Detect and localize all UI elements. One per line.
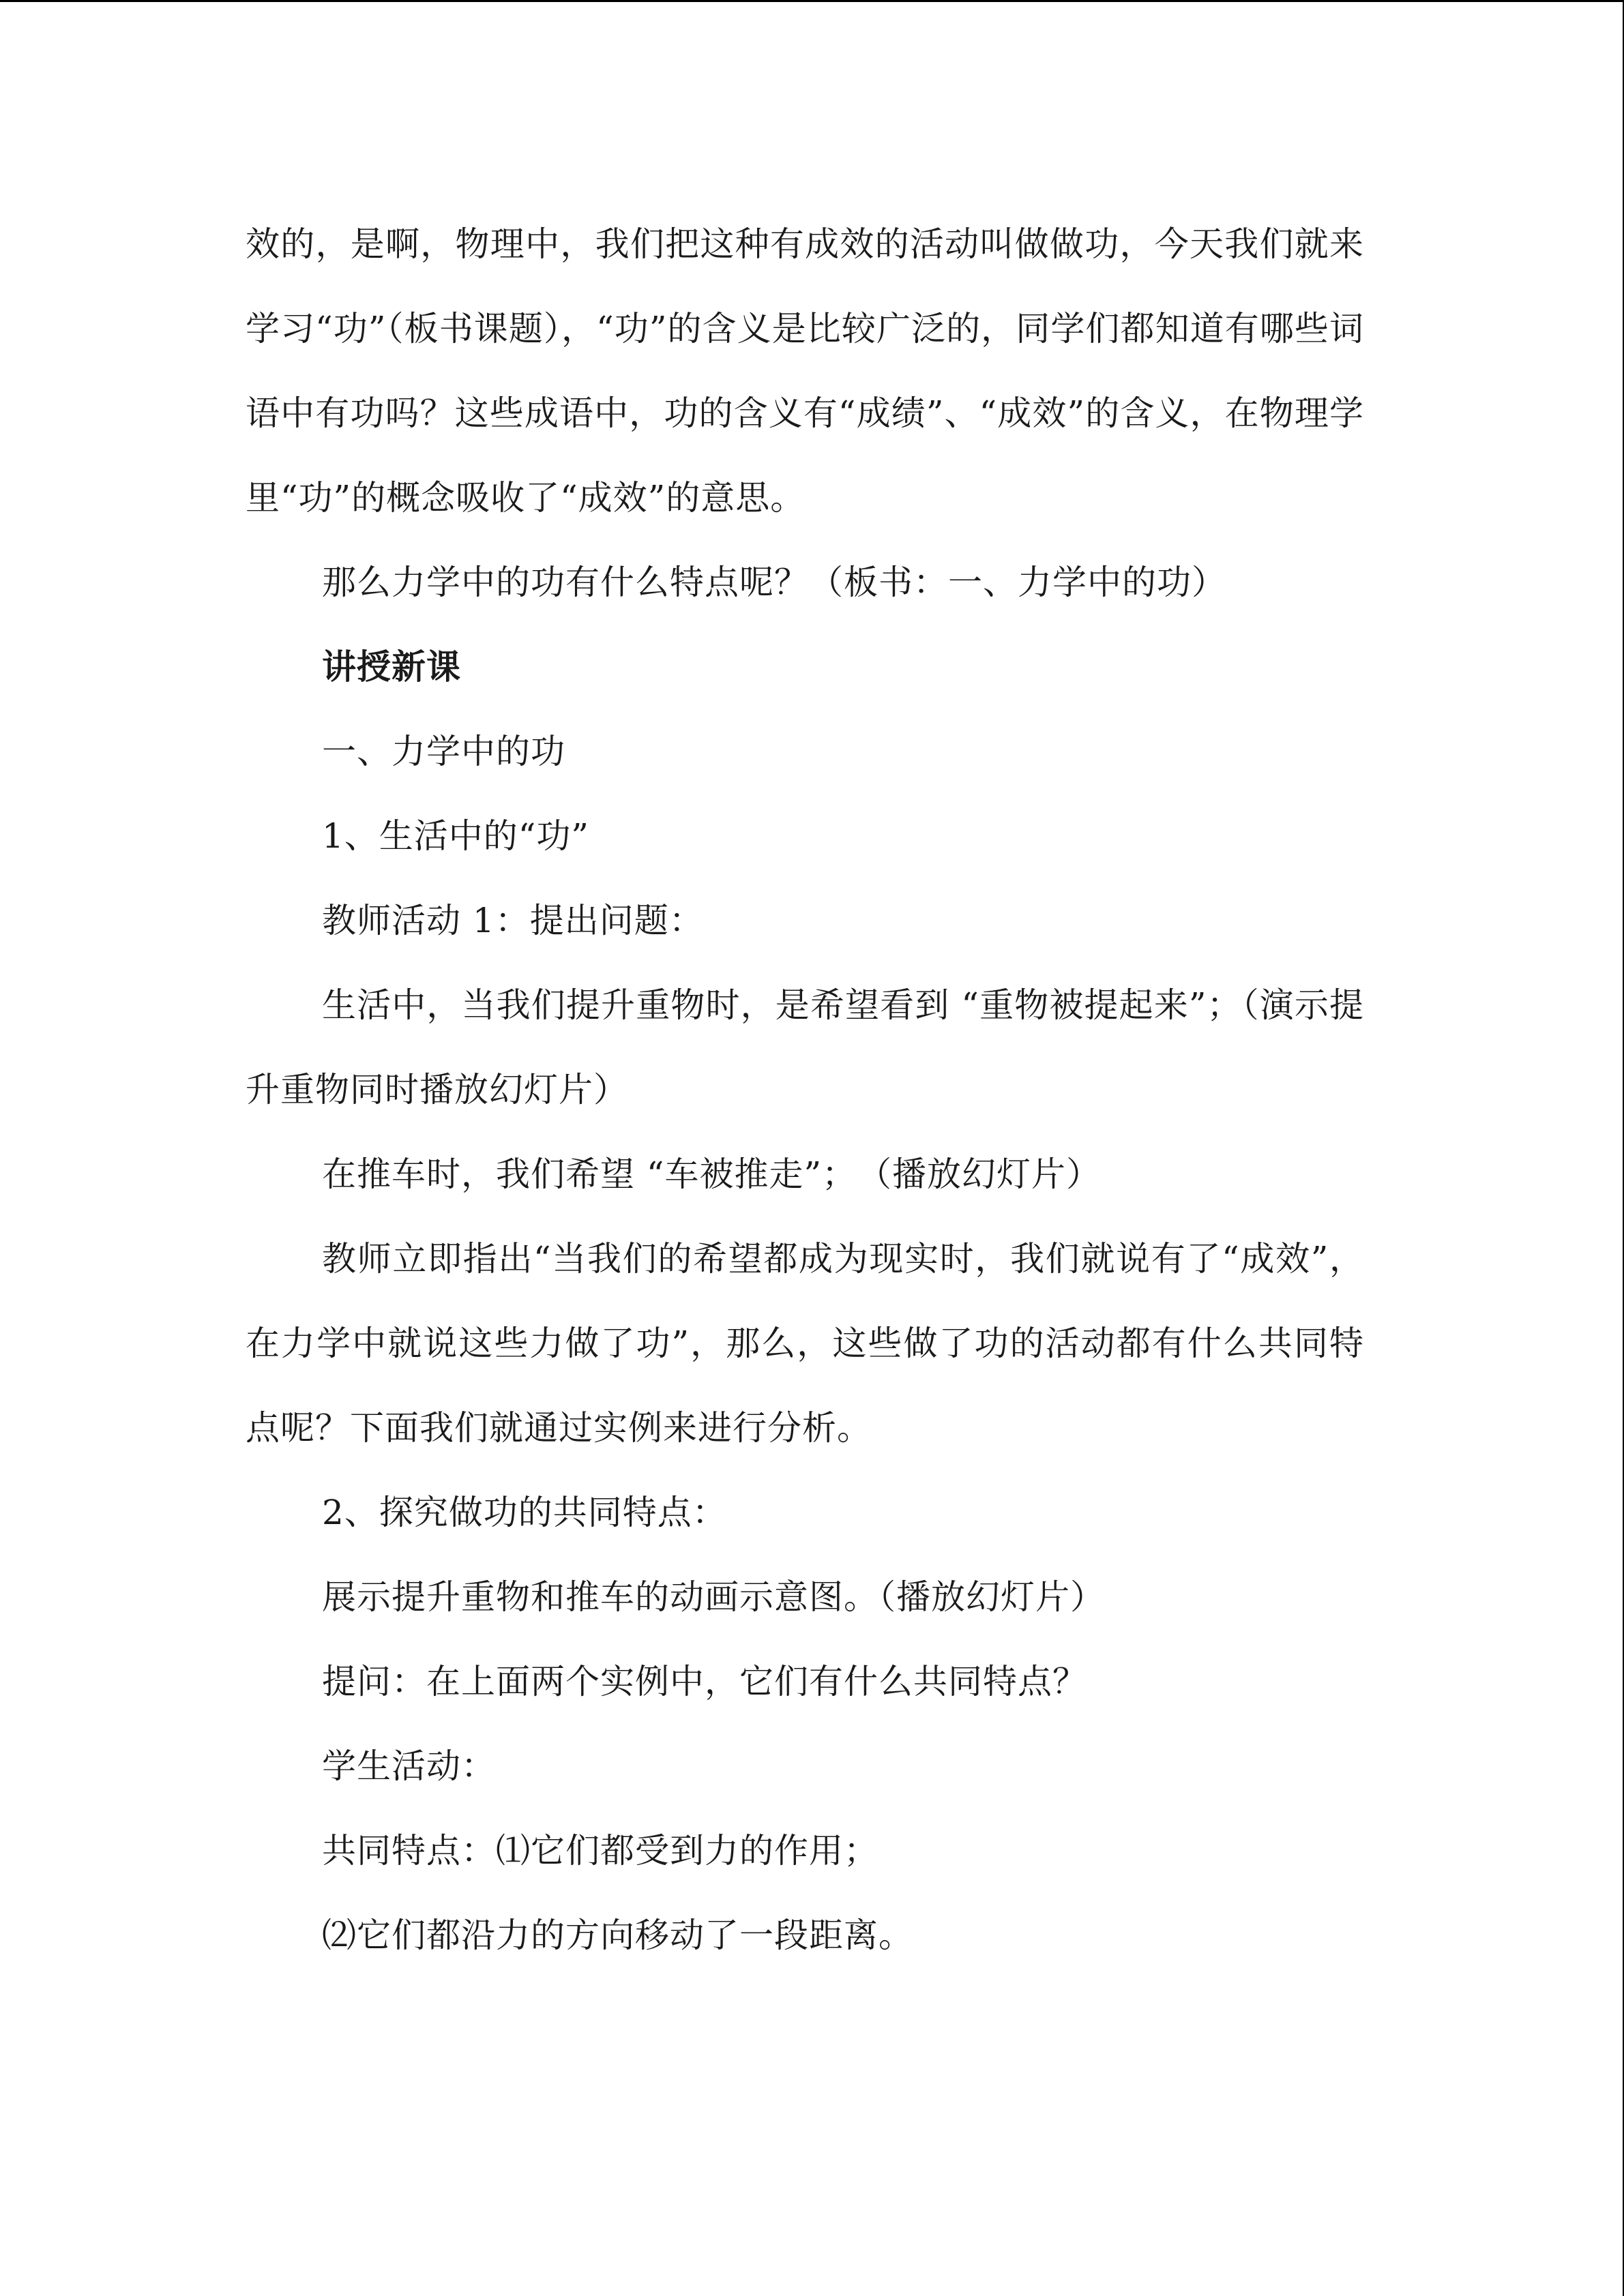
- top-border-line: [0, 0, 1624, 2]
- paragraph-teacher-activity-1: 教师活动 1：提出问题：: [322, 901, 704, 940]
- paragraph-common-feature-1: 共同特点：⑴它们都受到力的作用；: [322, 1831, 879, 1870]
- paragraph-lifting-example: 生活中，当我们提升重物时，是希望看到 “重物被提起来”；（演示提升重物同时播放幻灯片）: [246, 985, 1364, 1109]
- subheading-explore-common-features: 2、探究做功的共同特点：: [322, 1493, 727, 1532]
- paragraph-question-common-features: 提问：在上面两个实例中，它们有什么共同特点？: [322, 1662, 1087, 1701]
- paragraph-intro-continued: 效的，是啊，物理中，我们把这种有成效的活动叫做做功，今天我们就来学习“功”（板书课题），“功”的含义是比较广泛的，同学们都知道有哪些词语中有功吗？这些成语中，功的含义有“成绩”、“成效”的含义，在物理学里“功”的概念吸收了“成效”的意思。: [246, 224, 1364, 518]
- paragraph-question-mechanics-work: 那么力学中的功有什么特点呢？（板书：一、力学中的功）: [322, 563, 1226, 602]
- subheading-mechanics-work: 一、力学中的功: [322, 732, 565, 771]
- section-heading-new-lesson: 讲授新课: [322, 647, 461, 687]
- paragraph-student-activity: 学生活动：: [322, 1746, 496, 1786]
- paragraph-show-animation: 展示提升重物和推车的动画示意图。（播放幻灯片）: [322, 1577, 1105, 1617]
- paragraph-common-feature-2: ⑵它们都沿力的方向移动了一段距离。: [322, 1915, 913, 1955]
- subheading-work-in-life: 1、生活中的“功”: [322, 816, 589, 856]
- paragraph-teacher-points-out: 教师立即指出“当我们的希望都成为现实时，我们就说有了“成效”，在力学中就说这些力做了功”，那么，这些做了功的活动都有什么共同特点呢？下面我们就通过实例来进行分析。: [246, 1239, 1364, 1448]
- paragraph-pushing-cart-example: 在推车时，我们希望 “车被推走”； （播放幻灯片）: [322, 1154, 1102, 1194]
- document-body: [246, 202, 1364, 1978]
